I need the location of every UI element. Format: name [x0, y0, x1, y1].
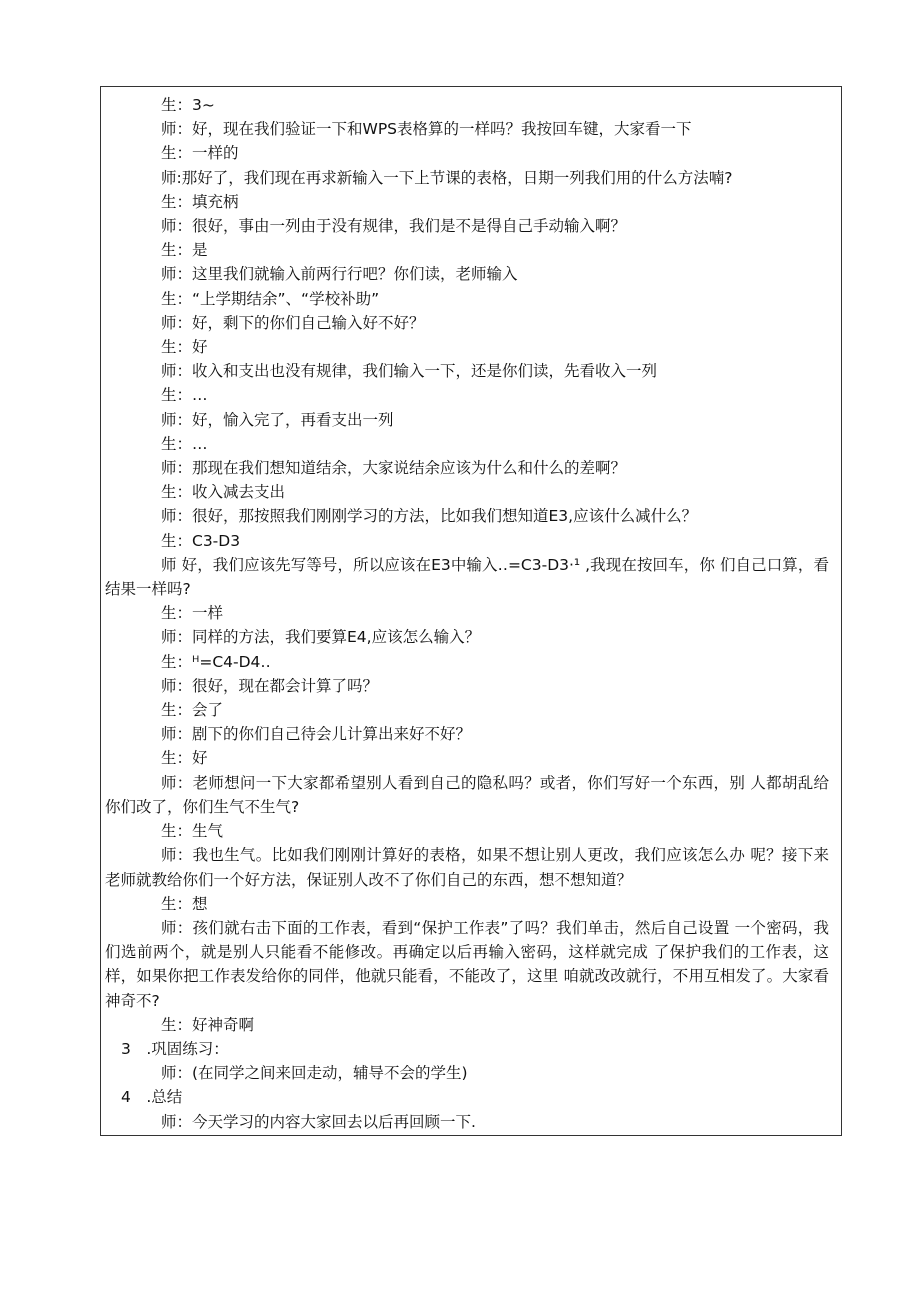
dialogue-line: 师：好，愉入完了，再看支出一列	[161, 410, 394, 429]
dialogue-line: 师：今天学习的内容大家回去以后再回顾一下.	[161, 1112, 476, 1131]
dialogue-line: 师：这里我们就输入前两行行吧？你们读，老师输入	[161, 265, 518, 284]
dialogue-paragraph: 师 好，我们应该先写等号，所以应该在E3中输入‥=C3-D3·¹ ,我现在按回车，你 们自己口算，看结果一样吗?	[105, 555, 829, 599]
dialogue-line: 生：C3-D3	[161, 531, 241, 550]
dialogue-line: 生：一样	[161, 604, 224, 623]
dialogue-line: 师：(在同学之间来回走动，辅导不会的学生)	[161, 1064, 468, 1083]
dialogue-line: 师:那好了，我们现在再求新输入一下上节课的表格，日期一列我们用的什么方法喃?	[161, 168, 733, 187]
dialogue-line: 师：同样的方法，我们要算E4,应该怎么输入？	[161, 628, 481, 647]
dialogue-line: 生：好	[161, 338, 208, 357]
dialogue-paragraph: 师：老师想问一下大家都希望别人看到自己的隐私吗？或者，你们写好一个东西，别 人都胡乱给你们改了，你们生气不生气?	[105, 773, 829, 816]
dialogue-line: 生：…	[161, 386, 208, 405]
dialogue-line: 生：收入减去支出	[161, 483, 286, 502]
dialogue-line: 生：好神奇啊	[161, 1015, 255, 1034]
dialogue-line: 生：填充柄	[161, 192, 239, 211]
section-heading-summary: 4 .总结	[121, 1088, 183, 1107]
dialogue-line: 师：收入和支出也没有规律，我们输入一下，还是你们读，先看收入一列	[161, 362, 658, 381]
dialogue-line: 师：很好，现在都会计算了吗？	[161, 676, 379, 695]
dialogue-line: 师：剧下的你们自己待会儿计算出来好不好？	[161, 725, 472, 744]
document-table-cell	[100, 86, 842, 1136]
dialogue-line: 生：3~	[161, 96, 215, 114]
dialogue-line: 生：…	[161, 434, 208, 453]
dialogue-paragraph: 师：孩们就右击下面的工作表，看到“保护工作表”了吗？我们单击，然后自己设置 一个密码，我们选前两个，就是别人只能看不能修改。再确定以后再输入密码，这样就完成 了保护我们的工作表，这样，如果你把工作表发给你的同伴，他就只能看，不能改了，这里 咱就改改就行，不用互相发了。大家看神奇不?	[105, 918, 829, 1010]
dialogue-line: 师：很好，那按照我们刚刚学习的方法，比如我们想知道E3,应该什么减什么？	[161, 507, 698, 526]
dialogue-paragraph: 师：我也生气。比如我们刚刚计算好的表格，如果不想让别人更改，我们应该怎么办 呢？接下来老师就教给你们一个好方法，保证别人改不了你们自己的东西，想不想知道？	[105, 846, 829, 889]
dialogue-line: 师：那现在我们想知道结余，大家说结余应该为什么和什么的差啊？	[161, 459, 627, 478]
dialogue-line: 生：生气	[161, 822, 224, 841]
dialogue-line: 生：ᴴ=C4-D4‥	[161, 652, 271, 671]
dialogue-line: 生：会了	[161, 701, 224, 720]
dialogue-line: 生：是	[161, 241, 208, 260]
dialogue-line: 师：很好，事由一列由于没有规律，我们是不是得自己手动输入啊？	[161, 217, 627, 236]
dialogue-line: 师：好，剩下的你们自己输入好不好？	[161, 313, 425, 332]
dialogue-line: 生：“上学期结余”、“学校补助”	[161, 289, 380, 308]
transcript-body	[101, 93, 843, 1134]
dialogue-line: 师：好，现在我们验证一下和WPS表格算的一样吗？我按回车键，大家看一下	[161, 120, 692, 139]
dialogue-line: 生：好	[161, 749, 208, 768]
section-heading-consolidation: 3 .巩固练习：	[121, 1039, 229, 1058]
dialogue-line: 生：想	[161, 894, 208, 913]
dialogue-line: 生：一样的	[161, 144, 239, 163]
